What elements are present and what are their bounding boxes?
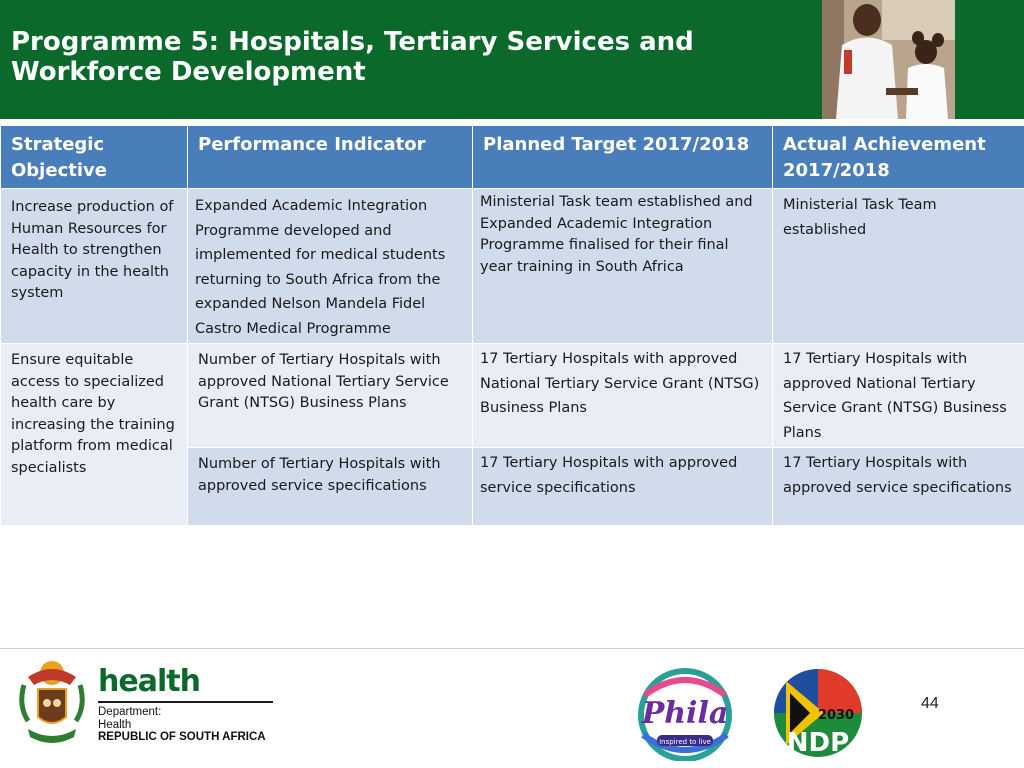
- slide-header: [0, 0, 1024, 119]
- slide-title: [11, 27, 731, 87]
- ndp-year: 2030: [817, 708, 855, 723]
- cell-objective: Ensure equitable access to specialized health care by increasing the training platform from medical specialists: [1, 344, 188, 526]
- column-header-strategic-objective: Strategic Objective: [1, 126, 188, 189]
- department-line-1: Department:: [98, 706, 162, 718]
- column-header-performance-indicator: Performance Indicator: [188, 126, 473, 189]
- ndp-logo-icon: [764, 663, 872, 759]
- department-line-2: Health: [98, 718, 132, 731]
- department-label: [98, 706, 266, 744]
- phila-logo-icon: [625, 665, 745, 761]
- slide-title-line-2: Workforce Development: [11, 57, 366, 87]
- cell-target: Ministerial Task team established and Expanded Academic Integration Programme finalised for their final year training in South Africa: [473, 189, 773, 344]
- coat-of-arms-logo: [14, 655, 90, 751]
- cell-indicator: Number of Tertiary Hospitals with approved National Tertiary Service Grant (NTSG) Business Plans: [188, 344, 473, 448]
- phila-logo: [625, 665, 745, 761]
- phila-text: Phila: [641, 696, 729, 731]
- slide-title-line-1: Programme 5: Hospitals, Tertiary Services and: [11, 27, 694, 57]
- table-row: [1, 344, 1024, 448]
- performance-table: [0, 125, 1024, 526]
- health-wordmark-underline: [98, 701, 273, 703]
- column-header-actual-achievement: Actual Achievement 2017/2018: [773, 126, 1024, 189]
- coat-of-arms-icon: [14, 655, 90, 751]
- table-row: [1, 189, 1024, 344]
- footer-divider: [0, 648, 1024, 649]
- ndp-text: NDP: [786, 728, 850, 758]
- performance-table-wrapper: [0, 125, 1024, 526]
- header-photo: [822, 0, 955, 119]
- cell-target: 17 Tertiary Hospitals with approved National Tertiary Service Grant (NTSG) Business Plans: [473, 344, 773, 448]
- column-header-planned-target: Planned Target 2017/2018: [473, 126, 773, 189]
- health-wordmark: health: [98, 664, 200, 699]
- page-number: 44: [921, 695, 939, 712]
- cell-achievement: 17 Tertiary Hospitals with approved service specifications: [773, 448, 1024, 526]
- cell-target: 17 Tertiary Hospitals with approved service specifications: [473, 448, 773, 526]
- cell-indicator: Expanded Academic Integration Programme developed and implemented for medical students returning to South Africa from the expanded Nelson Mandela Fidel Castro Medical Programme: [188, 189, 473, 344]
- department-line-3: REPUBLIC OF SOUTH AFRICA: [98, 731, 266, 743]
- cell-achievement: 17 Tertiary Hospitals with approved National Tertiary Service Grant (NTSG) Business Plans: [773, 344, 1024, 448]
- ndp-2030-logo: [764, 663, 872, 759]
- phila-tagline: Inspired to live: [659, 738, 711, 746]
- cell-achievement: Ministerial Task Team established: [773, 189, 1024, 344]
- cell-objective: Increase production of Human Resources for Health to strengthen capacity in the health system: [1, 189, 188, 344]
- cell-indicator: Number of Tertiary Hospitals with approved service specifications: [188, 448, 473, 526]
- nurse-child-photo: [822, 0, 955, 119]
- table-header-row: [1, 126, 1024, 189]
